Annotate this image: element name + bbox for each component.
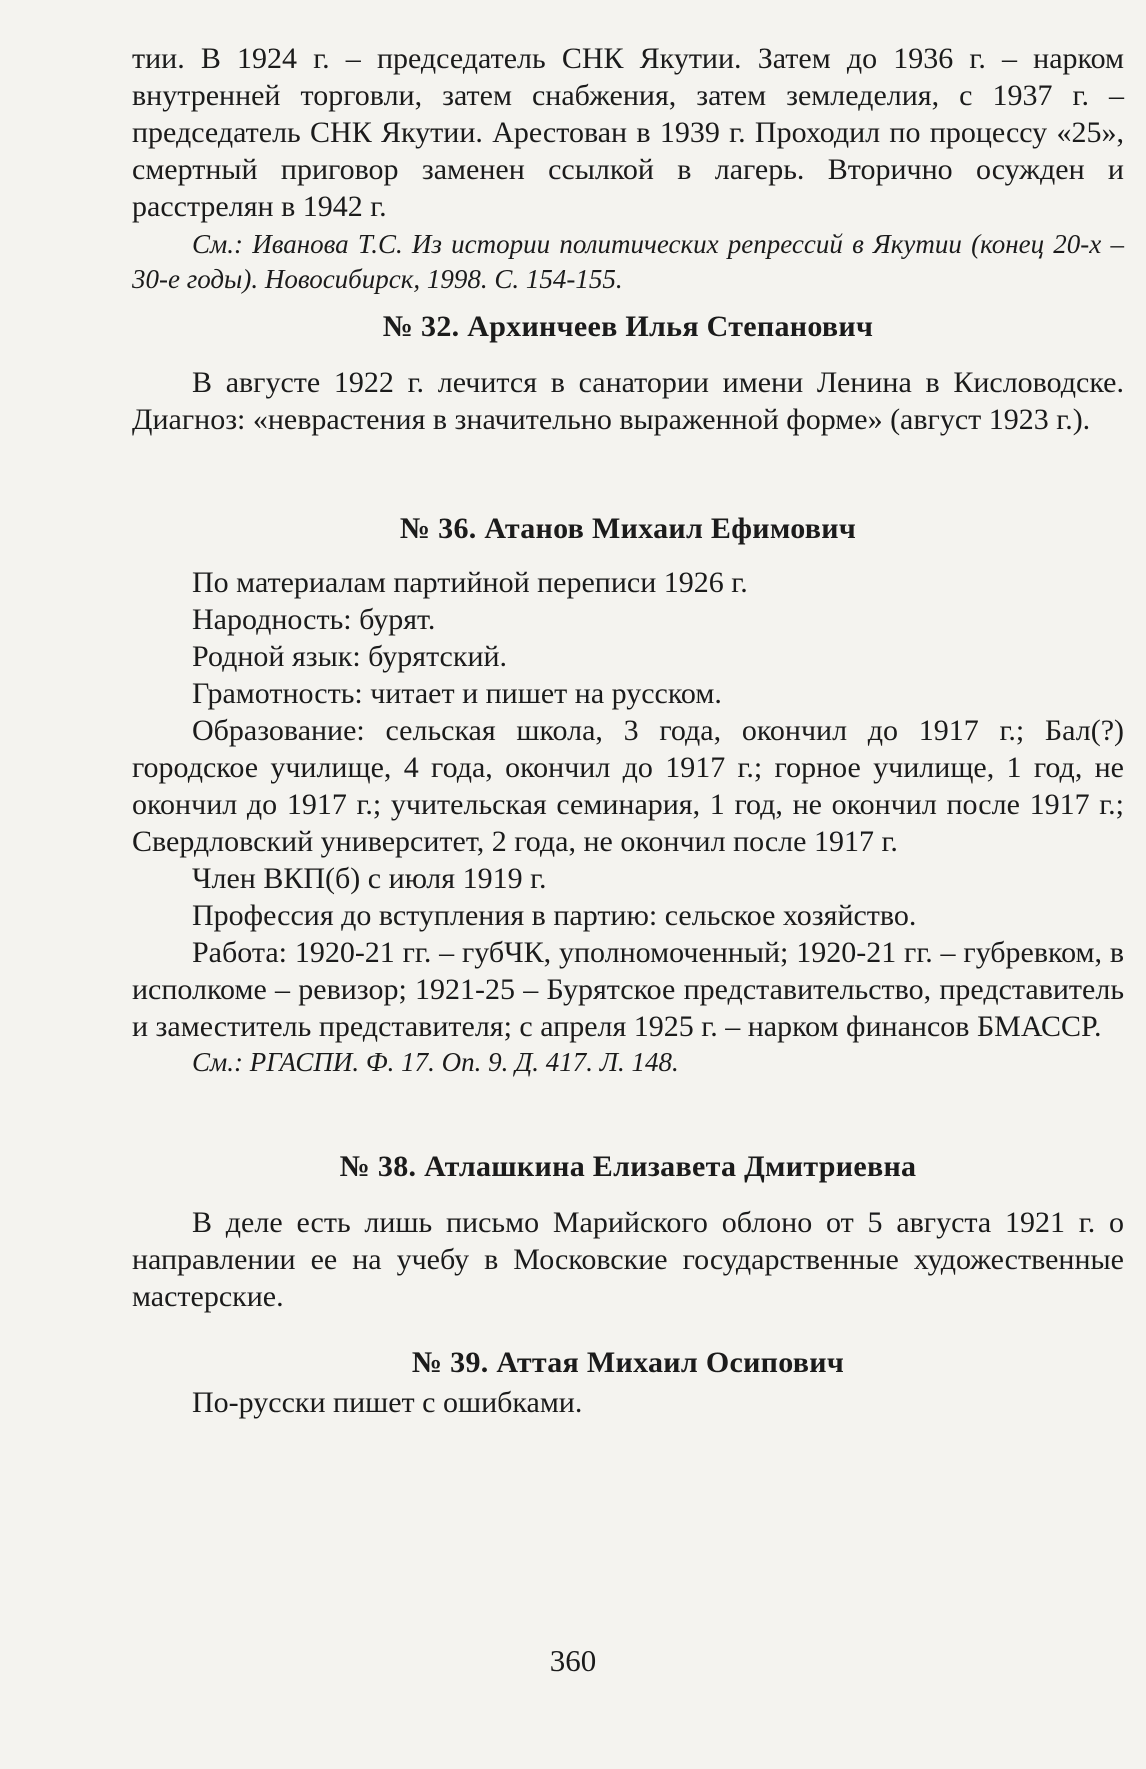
entry-36	[132, 512, 1124, 1080]
entry-paragraph: Член ВКП(б) с июля 1919 г.	[192, 862, 547, 895]
entry-citation: См.: РГАСПИ. Ф. 17. Оп. 9. Д. 417. Л. 148.	[192, 1047, 679, 1077]
entry-paragraph: Образование: сельская школа, 3 года, окончил до 1917 г.; Бал(?) городское училище, 4 года, окончил до 1917 г.; горное училище, 1 год, не окончил до 1917 г.; учительская семинария, 1 год, не окончил после 1917 г.; Свердловский университет, 2 года, не окончил после 1917 г.	[132, 714, 1124, 858]
entry-39	[132, 1346, 1124, 1421]
entry-paragraph: Народность: бурят.	[192, 603, 436, 636]
entry-paragraph: Работа: 1920-21 гг. – губЧК, уполномоченный; 1920-21 гг. – губревком, в исполкоме – ревизор; 1921-25 – Бурятское представительство, представитель и заместитель представителя; с апреля 1925 г. – нарком финансов БМАССР.	[132, 936, 1124, 1043]
entry-paragraph: Родной язык: бурятский.	[192, 640, 508, 673]
intro-paragraph: тии. В 1924 г. – председатель СНК Якутии. Затем до 1936 г. – нарком внутренней торговли, затем снабжения, затем земледелия, с 1937 г. – председатель СНК Якутии. Арестован в 1939 г. Проходил по процессу «25», смертный приговор заменен ссылкой в лагерь. Вторично осужден и расстрелян в 1942 г.	[132, 42, 1124, 223]
page-number: 360	[549, 1643, 597, 1678]
intro-section	[132, 40, 1124, 297]
entry-heading: № 36. Атанов Михаил Ефимович	[399, 512, 857, 545]
intro-citation: См.: Иванова Т.С. Из истории политических репрессий в Якутии (конец 20-х – 30-е годы). Новосибирск, 1998. С. 154-155.	[132, 229, 1124, 294]
entry-paragraph: В деле есть лишь письмо Марийского облоно от 5 августа 1921 г. о направлении ее на учебу в Московские государственные художественные мастерские.	[132, 1206, 1124, 1313]
entry-heading: № 32. Архинчеев Илья Степанович	[382, 310, 874, 343]
entry-heading: № 38. Атлашкина Елизавета Дмитриевна	[339, 1150, 917, 1183]
entry-paragraph: Грамотность: читает и пишет на русском.	[192, 677, 722, 710]
entry-38	[132, 1150, 1124, 1315]
entry-paragraph: В августе 1922 г. лечится в санатории имени Ленина в Кисловодске. Диагноз: «неврастения в значительно выраженной форме» (август 1923 г.).	[132, 366, 1124, 436]
entry-heading: № 39. Аттая Михаил Осипович	[411, 1346, 845, 1379]
entry-32	[132, 310, 1124, 438]
entry-paragraph: Профессия до вступления в партию: сельское хозяйство.	[192, 899, 917, 932]
entry-paragraph: По-русски пишет с ошибками.	[192, 1386, 583, 1419]
entry-paragraph: По материалам партийной переписи 1926 г.	[192, 566, 748, 599]
